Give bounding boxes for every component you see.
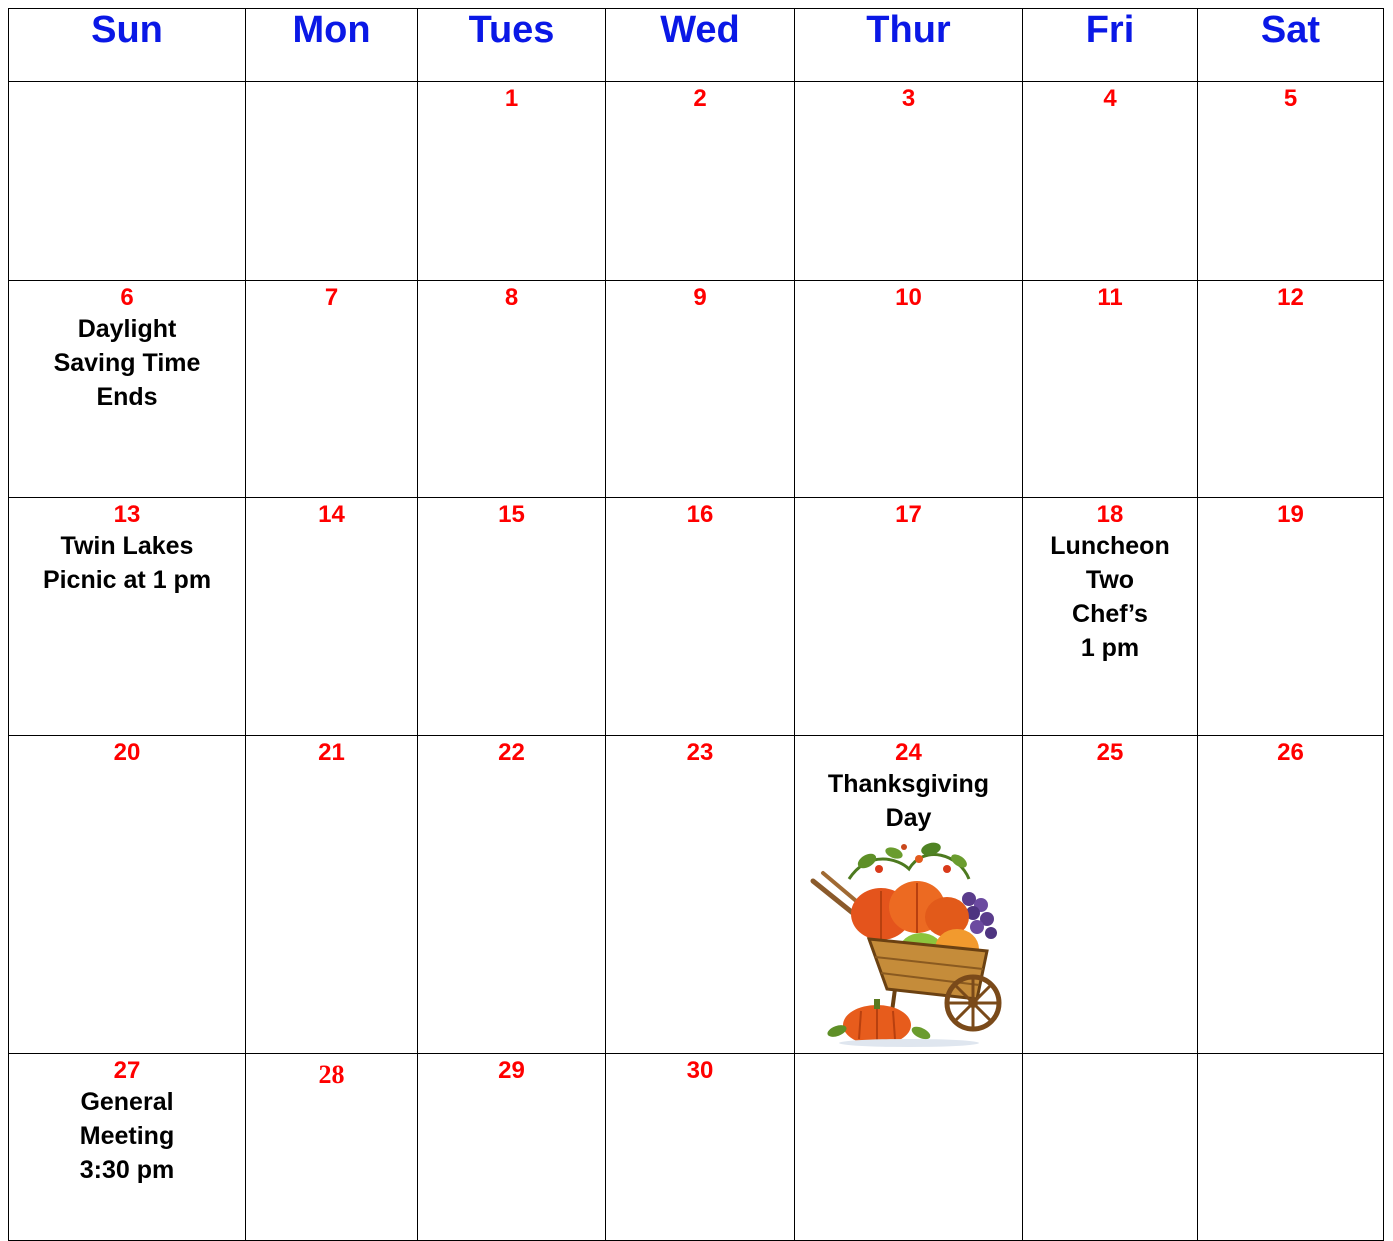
date-number: 1 [504,85,519,112]
day-cell [1198,82,1384,281]
day-cell [606,1054,795,1241]
week-row [9,82,1384,281]
day-cell-empty [9,82,246,281]
week-row [9,281,1384,498]
weekday-header-thur: Thur [795,9,1023,82]
event-text-luncheon: Luncheon Two Chef’s 1 pm [1050,532,1170,662]
date-number: 13 [113,501,141,528]
date-number: 17 [895,501,922,528]
day-cell [1198,281,1384,498]
day-cell [246,281,418,498]
day-cell [606,281,795,498]
day-cell [606,82,795,281]
day-cell [418,498,606,736]
day-cell [418,281,606,498]
date-number: 8 [504,284,519,311]
day-cell [795,281,1023,498]
date-number: 5 [1283,85,1298,112]
harvest-wheelbarrow-illustration [809,839,1009,1049]
day-cell [246,736,418,1054]
day-cell [1023,498,1198,736]
day-cell [9,736,246,1054]
day-cell [246,1054,418,1241]
ground-pumpkin [825,999,931,1045]
day-cell [418,736,606,1054]
date-number: 3 [901,85,916,112]
day-cell-empty [795,1054,1023,1241]
day-cell [1023,281,1198,498]
vine-leaves [849,841,969,879]
week-row [9,736,1384,1054]
day-cell [606,498,795,736]
day-cell [795,82,1023,281]
date-number: 14 [318,501,345,528]
day-cell [1023,736,1198,1054]
cart-wheel [947,977,999,1029]
date-number: 19 [1277,501,1304,528]
weekday-header-sun: Sun [9,9,246,82]
day-cell [795,736,1023,1054]
weekday-header-sat: Sat [1198,9,1384,82]
date-number: 15 [498,501,525,528]
date-number: 22 [498,739,525,766]
date-number: 24 [895,739,922,766]
weekday-header-row [9,9,1384,82]
day-cell [9,281,246,498]
date-number: 27 [113,1057,141,1084]
event-text-twin-lakes-picnic: Twin Lakes Picnic at 1 pm [42,532,212,594]
weekday-header-tues: Tues [418,9,606,82]
date-number: 26 [1277,739,1304,766]
date-number: 23 [686,739,714,766]
day-cell-empty [1198,1054,1384,1241]
date-number: 20 [113,739,141,766]
day-cell [9,1054,246,1241]
week-row [9,1054,1384,1241]
date-number: 28 [318,1060,345,1089]
week-row [9,498,1384,736]
day-cell [1198,736,1384,1054]
day-cell [606,736,795,1054]
date-number: 21 [318,739,345,766]
date-number: 30 [686,1057,714,1084]
event-text-general-meeting: General Meeting 3:30 pm [79,1088,175,1184]
date-number: 6 [120,284,134,311]
day-cell [1023,82,1198,281]
date-number: 25 [1096,739,1124,766]
event-text-thanksgiving: Thanksgiving Day [827,770,990,832]
weekday-header-mon: Mon [246,9,418,82]
day-cell [418,82,606,281]
day-cell [9,498,246,736]
event-text-daylight-saving: Daylight Saving Time Ends [53,315,201,411]
date-number: 29 [498,1057,525,1084]
date-number: 9 [693,284,707,311]
date-number: 2 [693,85,707,112]
day-cell [246,498,418,736]
date-number: 12 [1277,284,1304,311]
day-cell [418,1054,606,1241]
date-number: 7 [324,284,339,311]
weekday-header-wed: Wed [606,9,795,82]
date-number: 11 [1097,284,1123,311]
date-number: 4 [1103,85,1117,112]
cart-body [869,939,987,999]
calendar-grid [8,8,1384,1241]
day-cell-empty [246,82,418,281]
day-cell [1198,498,1384,736]
ground-shadow [839,1039,979,1047]
date-number: 16 [686,501,714,528]
day-cell [795,498,1023,736]
day-cell-empty [1023,1054,1198,1241]
date-number: 18 [1096,501,1124,528]
date-number: 10 [895,284,922,311]
weekday-header-fri: Fri [1023,9,1198,82]
